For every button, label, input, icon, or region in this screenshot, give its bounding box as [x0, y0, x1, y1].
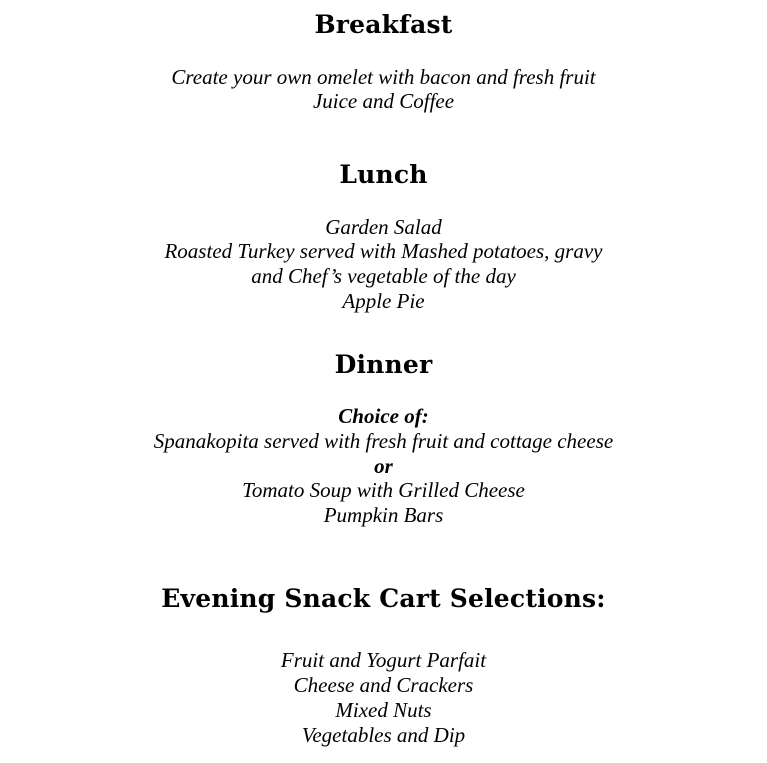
menu-line: Roasted Turkey served with Mashed potatoes, gravy [164, 239, 603, 264]
menu-line: Juice and Coffee [312, 89, 455, 114]
section-heading-dinner: Dinner [334, 349, 433, 379]
menu-line: Fruit and Yogurt Parfait [280, 648, 487, 673]
menu-line: Spanakopita served with fresh fruit and cottage cheese [153, 428, 614, 453]
menu-line: Create your own omelet with bacon and fresh fruit [171, 64, 596, 89]
menu-line: Tomato Soup with Grilled Cheese [242, 478, 525, 503]
spacer [60, 613, 707, 638]
section-items-breakfast [60, 65, 707, 115]
menu-line: Mixed Nuts [335, 697, 432, 722]
menu-line: Apple Pie [342, 288, 425, 313]
spacer [60, 114, 707, 160]
spacer [60, 574, 707, 584]
section-heading-evening-snack-cart: Evening Snack Cart Selections: [161, 583, 606, 613]
section-items-evening-snack-cart [60, 648, 707, 747]
spacer [60, 379, 707, 404]
menu-line-choice-of: Choice of: [338, 404, 429, 429]
spacer [60, 528, 707, 574]
section-items-dinner [60, 404, 707, 528]
section-heading-breakfast: Breakfast [314, 10, 453, 39]
menu-line: Garden Salad [325, 214, 442, 239]
menu-line: Cheese and Crackers [293, 673, 474, 698]
spacer [60, 638, 707, 648]
spacer [60, 314, 707, 350]
section-items-lunch [60, 215, 707, 314]
spacer [60, 40, 707, 65]
menu-line-or: or [374, 453, 393, 478]
menu-line: and Chef’s vegetable of the day [251, 264, 516, 289]
menu-line: Vegetables and Dip [301, 722, 466, 747]
menu-line: Pumpkin Bars [323, 503, 444, 528]
spacer [60, 190, 707, 215]
section-heading-lunch: Lunch [339, 160, 428, 190]
